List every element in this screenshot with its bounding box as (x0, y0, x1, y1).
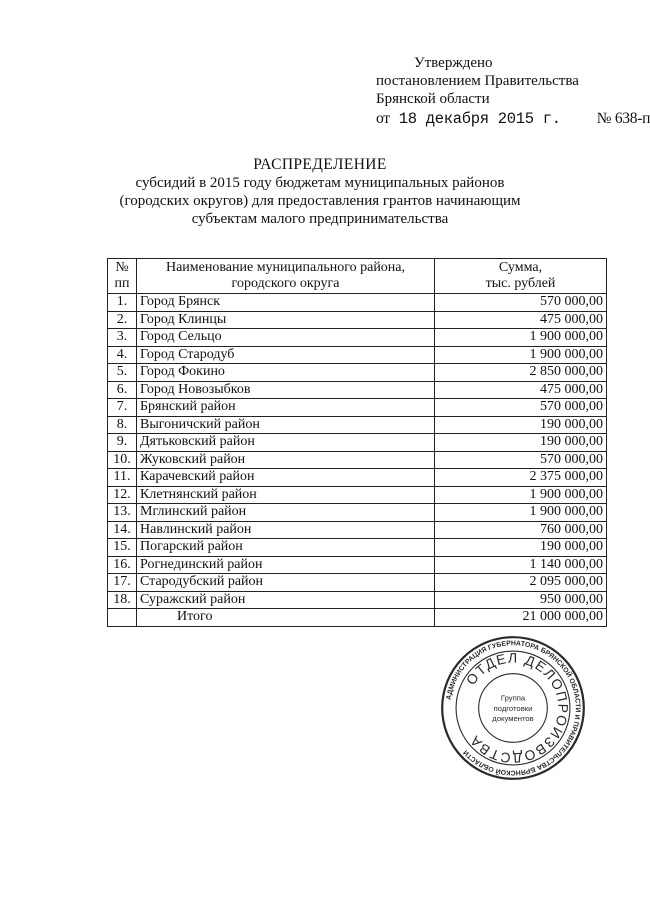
table-row (108, 539, 607, 557)
row-name: Город Клинцы (137, 311, 435, 329)
header-name: Наименование муниципального района, городского округа (137, 259, 435, 294)
header-number: № пп (108, 259, 137, 294)
approval-block (376, 54, 650, 128)
row-sum: 950 000,00 (435, 591, 607, 609)
row-name: Жуковский район (137, 451, 435, 469)
row-name: Дятьковский район (137, 434, 435, 452)
row-sum: 570 000,00 (435, 451, 607, 469)
row-number: 3. (108, 329, 137, 347)
table-row (108, 329, 607, 347)
table-row (108, 591, 607, 609)
row-number: 15. (108, 539, 137, 557)
document-title: РАСПРЕДЕЛЕНИЕ (253, 156, 387, 173)
row-name: Город Брянск (137, 294, 435, 312)
row-name: Брянский район (137, 399, 435, 417)
row-name: Город Фокино (137, 364, 435, 382)
approval-date: 18 декабря 2015 г. (398, 110, 561, 128)
row-number: 2. (108, 311, 137, 329)
row-number: 14. (108, 521, 137, 539)
row-name: Навлинский район (137, 521, 435, 539)
stamp-outer-text: АДМИНИСТРАЦИЯ ГУБЕРНАТОРА БРЯНСКОЙ ОБЛАСТИ И ПРАВИТЕЛЬСТВА БРЯНСКОЙ ОБЛАСТИ (445, 640, 581, 776)
header-sum: Сумма, тыс. рублей (435, 259, 607, 294)
row-name: Рогнединский район (137, 556, 435, 574)
table-header-row (108, 259, 607, 294)
table-row (108, 556, 607, 574)
row-name: Стародубский район (137, 574, 435, 592)
row-number: 4. (108, 346, 137, 364)
row-name: Город Сельцо (137, 329, 435, 347)
table-total-row (108, 609, 607, 627)
row-number: 7. (108, 399, 137, 417)
row-name: Город Новозыбков (137, 381, 435, 399)
row-sum: 475 000,00 (435, 381, 607, 399)
row-name: Суражский район (137, 591, 435, 609)
row-sum: 2 095 000,00 (435, 574, 607, 592)
table-row (108, 469, 607, 487)
row-number: 5. (108, 364, 137, 382)
table-row (108, 364, 607, 382)
row-name: Карачевский район (137, 469, 435, 487)
document-heading (0, 156, 640, 228)
row-name: Город Стародуб (137, 346, 435, 364)
row-number: 17. (108, 574, 137, 592)
row-sum: 475 000,00 (435, 311, 607, 329)
table-row (108, 504, 607, 522)
row-number: 1. (108, 294, 137, 312)
document-subtitle-line-2: (городских округов) для предоставления грантов начинающим (119, 193, 521, 209)
table-row (108, 416, 607, 434)
row-sum: 1 900 000,00 (435, 329, 607, 347)
row-sum: 190 000,00 (435, 416, 607, 434)
row-sum: 2 375 000,00 (435, 469, 607, 487)
row-sum: 1 900 000,00 (435, 504, 607, 522)
row-sum: 2 850 000,00 (435, 364, 607, 382)
row-name: Мглинский район (137, 504, 435, 522)
row-sum: 570 000,00 (435, 399, 607, 417)
stamp-ring-text: ОТДЕЛ ДЕЛОПРОИЗВОДСТВА (462, 649, 572, 767)
table-row (108, 311, 607, 329)
row-name: Выгоничский район (137, 416, 435, 434)
row-number: 16. (108, 556, 137, 574)
table-row (108, 486, 607, 504)
row-name: Погарский район (137, 539, 435, 557)
approval-date-prefix: от (376, 110, 390, 127)
table-row (108, 346, 607, 364)
table-row (108, 451, 607, 469)
table-row (108, 399, 607, 417)
distribution-table (107, 258, 607, 627)
total-sum: 21 000 000,00 (435, 609, 607, 627)
approval-line-1: Утверждено (414, 55, 493, 71)
table-row (108, 294, 607, 312)
approval-line-3: Брянской области (376, 91, 490, 107)
row-sum: 570 000,00 (435, 294, 607, 312)
table-row (108, 574, 607, 592)
table-row (108, 434, 607, 452)
document-subtitle-line-3: субъектам малого предпринимательства (191, 211, 449, 227)
approval-number: № 638-п (596, 110, 650, 127)
row-sum: 760 000,00 (435, 521, 607, 539)
row-number: 18. (108, 591, 137, 609)
table-row (108, 381, 607, 399)
row-name: Клетнянский район (137, 486, 435, 504)
table-row (108, 521, 607, 539)
row-sum: 190 000,00 (435, 539, 607, 557)
row-number: 13. (108, 504, 137, 522)
office-stamp (440, 635, 586, 781)
row-sum: 1 900 000,00 (435, 346, 607, 364)
stamp-center-line-2: подготовки (493, 703, 533, 713)
stamp-center-line-3: документов (492, 714, 534, 724)
approval-line-2: постановлением Правительства (376, 73, 579, 89)
row-number: 12. (108, 486, 137, 504)
row-number: 9. (108, 434, 137, 452)
row-sum: 190 000,00 (435, 434, 607, 452)
row-sum: 1 900 000,00 (435, 486, 607, 504)
stamp-center-line-1: Группа (500, 693, 526, 703)
row-number: 6. (108, 381, 137, 399)
approval-date-line (376, 110, 650, 128)
row-sum: 1 140 000,00 (435, 556, 607, 574)
total-label: Итого (137, 609, 435, 627)
row-number: 10. (108, 451, 137, 469)
document-subtitle-line-1: субсидий в 2015 году бюджетам муниципальных районов (135, 175, 505, 191)
row-number: 11. (108, 469, 137, 487)
row-number: 8. (108, 416, 137, 434)
